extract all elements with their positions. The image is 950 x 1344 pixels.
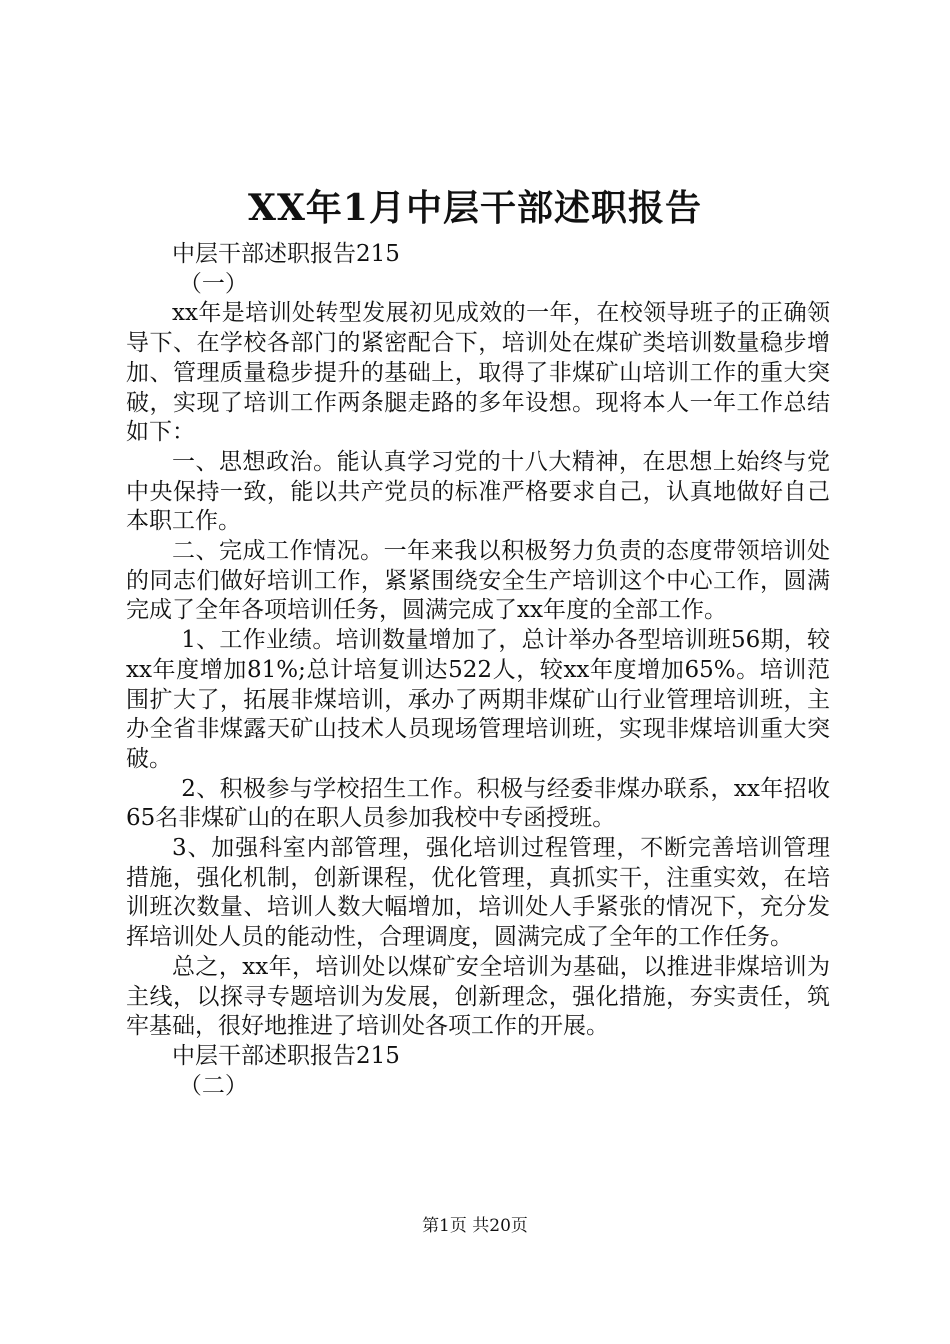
page-number-footer: 第1页 共20页 bbox=[422, 1216, 528, 1236]
section-number: （二） bbox=[178, 1072, 248, 1099]
body-paragraph: 3、加强科室内部管理，强化培训过程管理，不断完善培训管理措施，强化机制，创新课程，优化管理，真抓实干，注重实效，在培训班次数量、培训人数大幅增加，培训处人手紧张的情况下，充分发挥培训处人员的能动性，合理调度，圆满完成了全年的工作任务。 bbox=[126, 835, 830, 951]
section-heading: 中层干部述职报告215 bbox=[172, 1042, 400, 1069]
body-paragraph: 1、工作业绩。培训数量增加了，总计举办各型培训班56期，较xx年度增加81%;总计培复训达522人，较xx年度增加65%。培训范围扩大了，拓展非煤培训，承办了两期非煤矿山行业管理培训班，主办全省非煤露天矿山技术人员现场管理培训班，实现非煤培训重大突破。 bbox=[126, 627, 830, 772]
section-heading: 中层干部述职报告215 bbox=[172, 241, 400, 267]
body-paragraph: 2、积极参与学校招生工作。积极与经委非煤办联系，xx年招收65名非煤矿山的在职人员参加我校中专函授班。 bbox=[126, 775, 830, 832]
body-paragraph: 一、思想政治。能认真学习党的十八大精神，在思想上始终与党中央保持一致，能以共产党员的标准严格要求自己，认真地做好自己本职工作。 bbox=[126, 448, 830, 535]
body-paragraph: xx年是培训处转型发展初见成效的一年，在校领导班子的正确领导下、在学校各部门的紧密配合下，培训处在煤矿类培训数量稳步增加、管理质量稳步提升的基础上，取得了非煤矿山培训工作的重大突破，实现了培训工作两条腿走路的多年设想。现将本人一年工作总结如下： bbox=[126, 300, 830, 446]
body-paragraph: 二、完成工作情况。一年来我以积极努力负责的态度带领培训处的同志们做好培训工作，紧紧围绕安全生产培训这个中心工作，圆满完成了全年各项培训任务，圆满完成了xx年度的全部工作。 bbox=[126, 538, 830, 624]
section-number: （一） bbox=[178, 270, 248, 297]
document-title: XX年1月中层干部述职报告 bbox=[248, 187, 702, 229]
document-body bbox=[126, 240, 830, 1101]
body-paragraph: 总之，xx年，培训处以煤矿安全培训为基础，以推进非煤培训为主线，以探寻专题培训为发展，创新理念，强化措施，夯实责任，筑牢基础，很好地推进了培训处各项工作的开展。 bbox=[126, 953, 830, 1040]
